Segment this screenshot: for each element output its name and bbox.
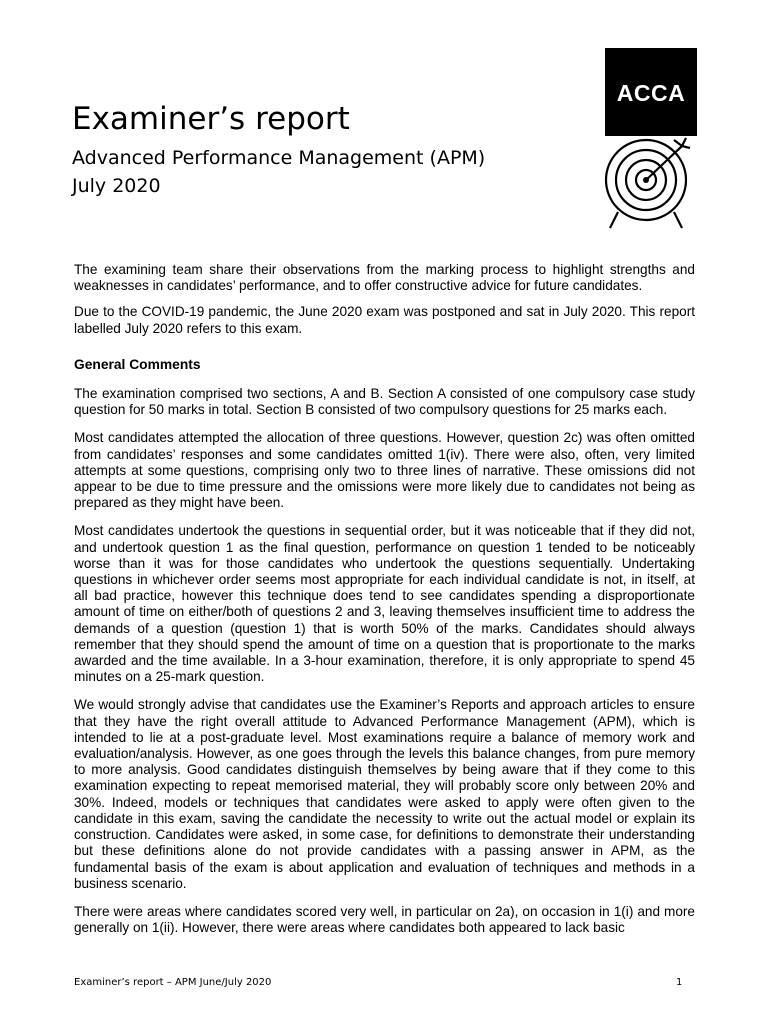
subtitle-date: July 2020 <box>72 175 161 197</box>
report-body <box>74 262 695 948</box>
body-paragraph: Most candidates attempted the allocation of three questions. However, question 2c) was often omitted from candidates’ responses and some candidates omitted 1(iv). There were also, often, very limited attempts at some questions, comprising only two to three lines of narrative. These omissions did not appear to be due to time pressure and the omissions were more likely due to candidates not being as prepared as they might have been. <box>74 430 695 511</box>
intro-paragraph-1: The examining team share their observations from the marking process to highlight strengths and weaknesses in candidates’ performance, and to offer constructive advice for future candidates. <box>74 262 695 294</box>
target-arrow-icon <box>600 134 700 234</box>
body-paragraph: We would strongly advise that candidates use the Examiner’s Reports and approach articles to ensure that they have the right overall attitude to Advanced Performance Management (APM), which is intended to lie at a post-graduate level. Most examinations require a balance of memory work and evaluation/analysis. However, as one goes through the levels this balance changes, from pure memory to more analysis. Good candidates distinguish themselves by being aware that if they come to this examination expecting to repeat memorised material, they will probably score only between 20% and 30%. Indeed, models or techniques that candidates were asked to apply were often given to the candidate in this exam, saving the candidate the necessity to write out the actual model or explain its construction. Candidates were asked, in some case, for definitions to demonstrate their understanding but these definitions alone do not provide candidates with a passing answer in APM, as the fundamental basis of the exam is about application and evaluation of techniques and methods in a business scenario. <box>74 697 695 891</box>
body-paragraph: There were areas where candidates scored very well, in particular on 2a), on occasion in 1(i) and more generally on 1(ii). However, there were areas where candidates both appeared to lack basic <box>74 903 695 936</box>
report-subtitle <box>72 144 485 200</box>
acca-logo <box>605 48 697 136</box>
footer-page-number: 1 <box>676 977 683 988</box>
report-title: Examiner’s report <box>72 101 350 137</box>
footer-report-name: Examiner’s report – APM June/July 2020 <box>74 977 272 988</box>
intro-paragraph-2: Due to the COVID-19 pandemic, the June 2020 exam was postponed and sat in July 2020. This report labelled July 2020 refers to this exam. <box>74 304 695 336</box>
body-paragraph: Most candidates undertook the questions in sequential order, but it was noticeable that if they did not, and undertook question 1 as the final question, performance on question 1 tended to be noticeably worse than it was for those candidates who undertook the questions sequentially. Undertaking questions in whichever order seems most appropriate for each individual candidate is not, in itself, at all bad practice, however this technique does tend to see candidates spending a disproportionate amount of time on either/both of questions 2 and 3, leaving themselves insufficient time to address the demands of a question (question 1) that is worth 50% of the marks. Candidates should always remember that they should spend the amount of time on a question that is proportionate to the marks awarded and the time available. In a 3-hour examination, therefore, it is only appropriate to spend 45 minutes on a 25-mark question. <box>74 523 695 685</box>
section-heading-general-comments: General Comments <box>74 356 201 372</box>
body-paragraph: The examination comprised two sections, A and B. Section A consisted of one compulsory case study question for 50 marks in total. Section B consisted of two compulsory questions for 25 marks each. <box>74 386 695 418</box>
subtitle-exam-name: Advanced Performance Management (APM) <box>72 147 486 169</box>
acca-logo-text: ACCA <box>616 80 686 106</box>
